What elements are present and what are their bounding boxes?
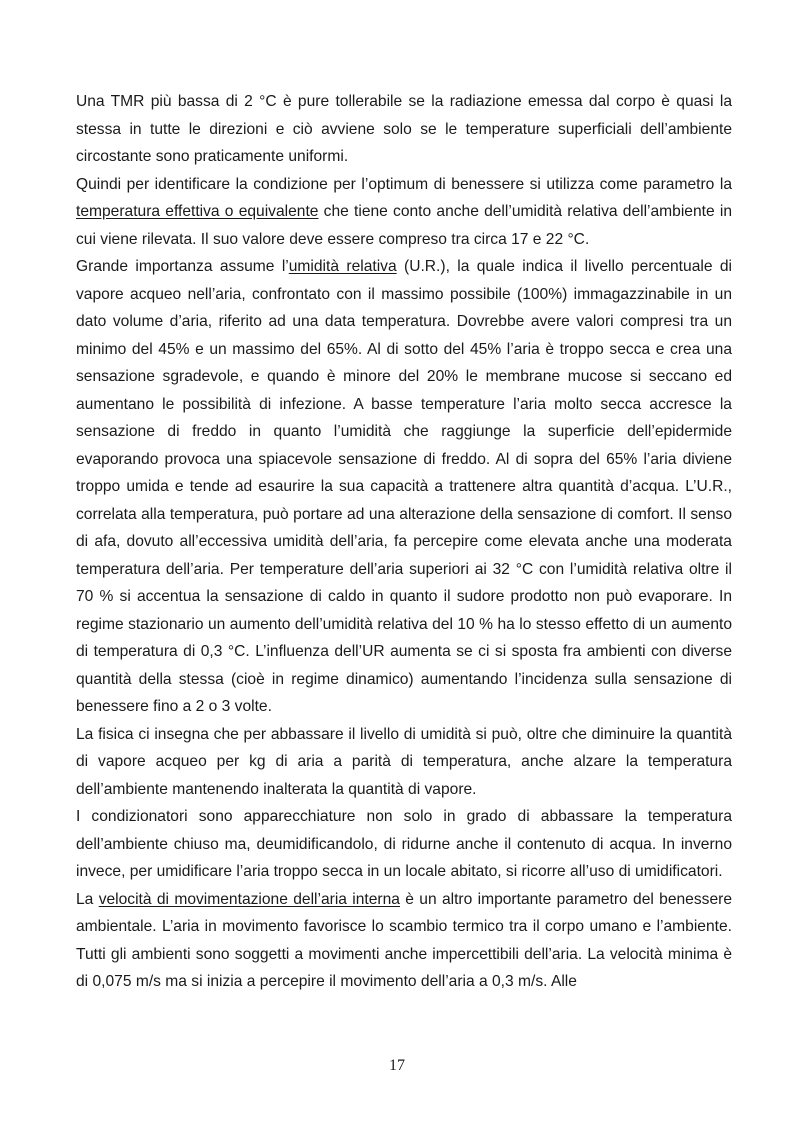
paragraph-text: che tiene conto anche dell’umidità relativa dell’ambiente in cui viene rilevata. Il suo valore deve essere compreso tra circa 17 e 22 °C. (76, 203, 732, 248)
paragraph-condizionatori: I condizionatori sono apparecchiature non solo in grado di abbassare la temperatura dell’ambiente chiuso ma, deumidificandolo, di ridurne anche il contenuto di acqua. In inverno invece, per umidificare l’aria troppo secca in un locale abitato, si ricorre all’uso di umidificatori. (76, 808, 732, 880)
page-number: 17 (389, 1057, 405, 1074)
paragraph-umidita-relativa (76, 253, 732, 721)
paragraph-fisica-umidita: La fisica ci insegna che per abbassare il livello di umidità si può, oltre che diminuire la quantità di vapore acqueo per kg di aria a parità di temperatura, anche alzare la temperatura dell’ambiente mantenendo inalterata la quantità di vapore. (76, 725, 732, 798)
paragraph-velocita-aria (76, 886, 732, 996)
paragraph-text: La (76, 890, 99, 908)
paragraph-text: Grande importanza assume l’ (76, 258, 289, 275)
paragraph-text: Quindi per identificare la condizione per l’optimum di benessere si utilizza come parametro la (76, 175, 732, 193)
term-temperatura-effettiva: temperatura effettiva o equivalente (76, 203, 319, 220)
page-body (76, 88, 732, 996)
paragraph-temperatura-effettiva (76, 171, 732, 254)
term-velocita-movimentazione: velocità di movimentazione dell’aria interna (98, 890, 400, 908)
term-umidita-relativa: umidità relativa (288, 258, 397, 275)
paragraph-text: è un altro importante parametro del benessere ambientale. L’aria in movimento favorisce lo scambio termico tra il corpo umano e l’ambiente. Tutti gli ambienti sono soggetti a movimenti anche impercettibili dell’aria. La velocità minima è di 0,075 m/s ma si inizia a percepire il movimento dell’aria a 0,3 m/s. Alle (76, 890, 732, 990)
paragraph-text: (U.R.), la quale indica il livello percentuale di vapore acqueo nell’aria, confrontato con il massimo possibile (100%) immagazzinabile in un dato volume d’aria, riferito ad una data temperatura. Dovrebbe avere valori compresi tra un minimo del 45% e un massimo del 65%. Al di sotto del 45% l’aria è troppo secca e crea una sensazione sgradevole, e quando è minore del 20% le membrane mucose si seccano ed aumentano le possibilità di infezione. A basse temperature l’aria molto secca accresce la sensazione di freddo in quanto l’umidità che raggiunge la superficie dell’epidermide evaporando provoca una spiacevole sensazione di freddo. Al di sopra del 65% l’aria diviene troppo umida e tende ad esaurire la sua capacità a trattenere altra quantità d’acqua. L’U.R., correlata alla temperatura, può portare ad una alterazione della sensazione di comfort. Il senso di afa, dovuto all’eccessiva umidità dell’aria, fa percepire come elevata anche una moderata temperatura dell’aria. Per temperature dell’aria superiori ai 32 °C con l’umidità relativa oltre il 70 % si accentua la sensazione di caldo in quanto il sudore prodotto non può evaporare. In regime stazionario un aumento dell’umidità relativa del 10 % ha lo stesso effetto di un aumento di temperatura di 0,3 °C. L’influenza dell’UR aumenta se ci si sposta fra ambienti con diverse quantità della stessa (cioè in regime dinamico) aumentando l’incidenza sulla sensazione di benessere fino a 2 o 3 volte. (76, 258, 732, 715)
paragraph-tmr: Una TMR più bassa di 2 °C è pure tollerabile se la radiazione emessa dal corpo è quasi la stessa in tutte le direzioni e ciò avviene solo se le temperature superficiali dell’ambiente circostante sono praticamente uniformi. (76, 93, 732, 165)
